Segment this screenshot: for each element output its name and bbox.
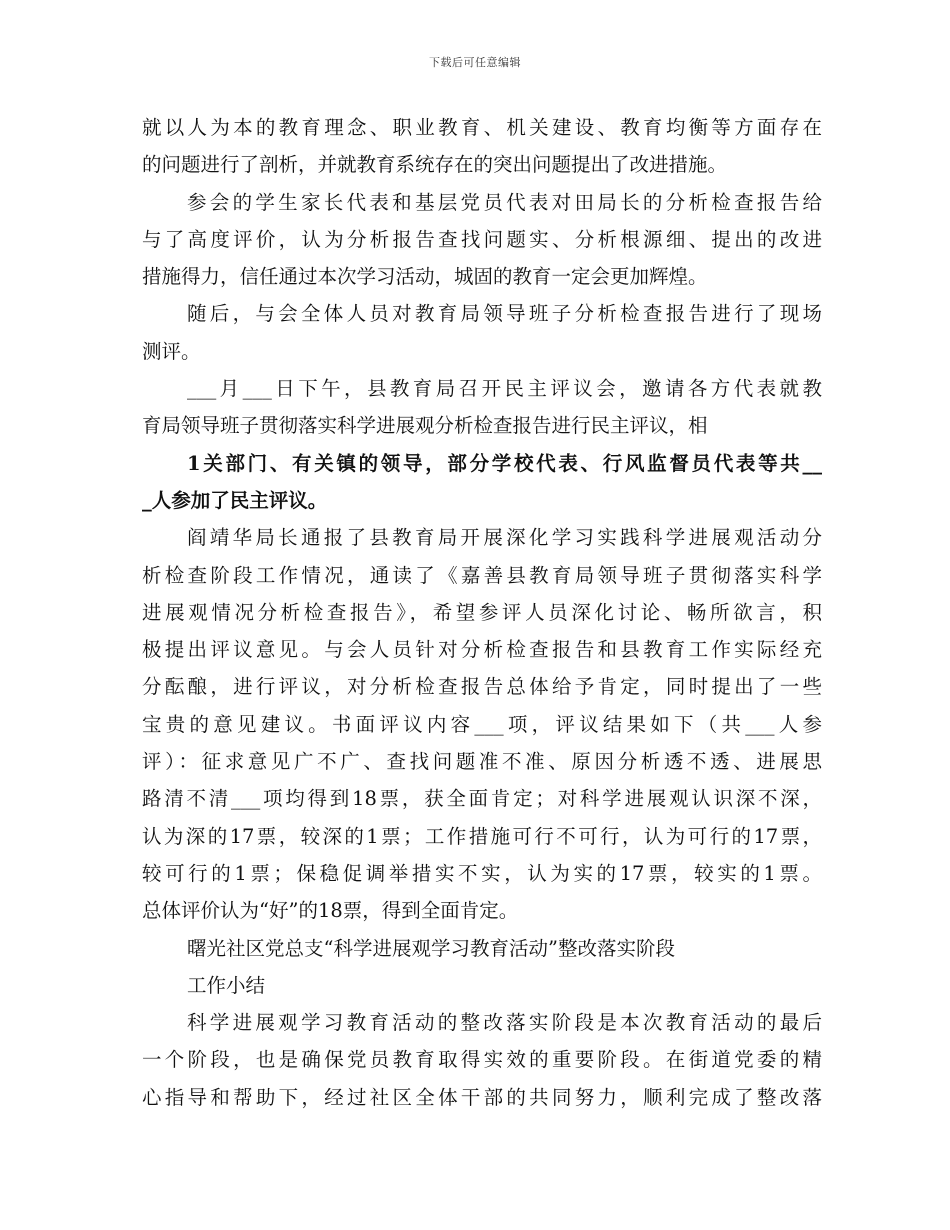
text-line: 科学进展观学习教育活动的整改落实阶段是本次教育活动的最后	[187, 1011, 822, 1035]
text-line: 宝贵的意见建议。书面评议内容___项，评议结果如下（共___人参	[142, 712, 822, 736]
text-line: 认为深的17票，较深的1票；工作措施可行不可行，认为可行的17票，	[142, 824, 822, 848]
page-header: 下载后可任意编辑	[429, 56, 521, 69]
text-line: 评）：征求意见广不广、查找问题准不准、原因分析透不透、进展思	[142, 750, 822, 774]
text-line: 1关部门、有关镇的领导，部分学校代表、行风监督员代表等共__	[187, 451, 822, 475]
text-line: 曙光社区党总支“科学进展观学习教育活动”整改落实阶段	[187, 936, 675, 960]
document-body	[142, 109, 822, 1116]
text-line: 与了高度评价，认为分析报告查找问题实、分析根源细、提出的改进	[142, 227, 822, 251]
text-line: 较可行的1票；保稳促调举措实不实，认为实的17票，较实的1票。	[142, 861, 822, 885]
text-line: 极提出评议意见。与会人员针对分析检查报告和县教育工作实际经充	[142, 638, 822, 662]
text-line: _人参加了民主评议。	[142, 488, 328, 512]
text-line: 工作小结	[187, 973, 266, 997]
text-line: 一个阶段，也是确保党员教育取得实效的重要阶段。在街道党委的精	[142, 1048, 822, 1072]
text-line: 随后，与会全体人员对教育局领导班子分析检查报告进行了现场	[187, 302, 822, 326]
text-line: ___月___日下午，县教育局召开民主评议会，邀请各方代表就教	[187, 377, 822, 401]
text-line: 总体评价认为“好”的18票，得到全面肯定。	[142, 899, 519, 923]
text-line: 析检查阶段工作情况，通读了《嘉善县教育局领导班子贯彻落实科学	[142, 563, 822, 587]
text-line: 进展观情况分析检查报告》，希望参评人员深化讨论、畅所欲言，积	[142, 600, 822, 624]
text-line: 分酝酿，进行评议，对分析检查报告总体给予肯定，同时提出了一些	[142, 675, 822, 699]
text-line: 心指导和帮助下，经过社区全体干部的共同努力，顺利完成了整改落	[142, 1085, 822, 1109]
text-line: 测评。	[142, 339, 201, 363]
text-line: 育局领导班子贯彻落实科学进展观分析检查报告进行民主评议，相	[142, 414, 708, 438]
text-line: 的问题进行了剖析，并就教育系统存在的突出问题提出了改进措施。	[142, 153, 728, 177]
text-line: 措施得力，信任通过本次学习活动，城固的教育一定会更加辉煌。	[142, 265, 708, 289]
text-line: 阎靖华局长通报了县教育局开展深化学习实践科学进展观活动分	[187, 526, 822, 550]
text-line: 路清不清___项均得到18票，获全面肯定；对科学进展观认识深不深，	[142, 787, 822, 811]
text-line: 就以人为本的教育理念、职业教育、机关建设、教育均衡等方面存在	[142, 116, 822, 139]
text-line: 参会的学生家长代表和基层党员代表对田局长的分析检查报告给	[187, 190, 822, 214]
